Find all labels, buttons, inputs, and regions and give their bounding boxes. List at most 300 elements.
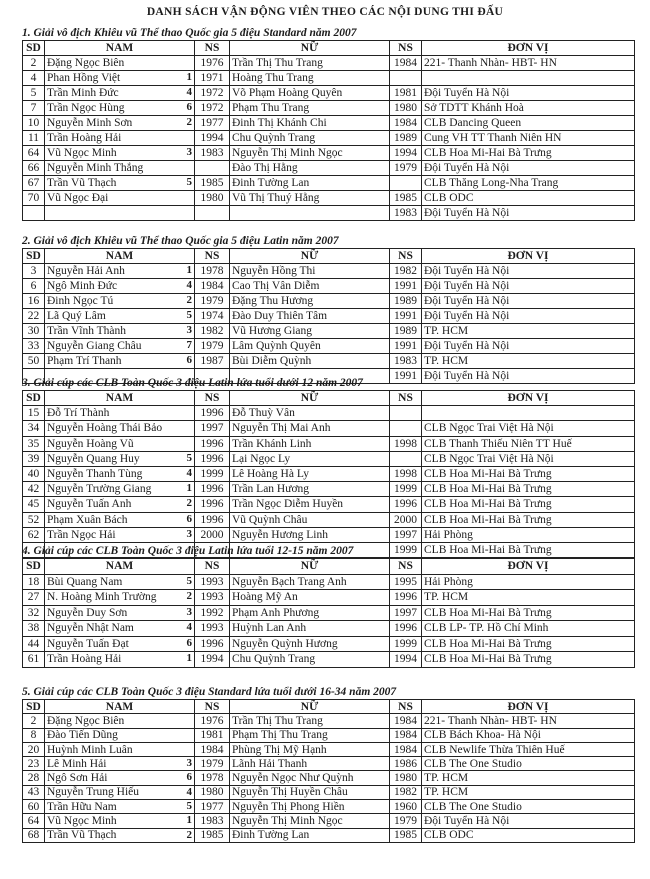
handwritten-rank-mark: 4 xyxy=(186,621,192,633)
male-name: Nguyễn Hoàng Vũ xyxy=(47,437,134,450)
section-title: 3. Giải cúp các CLB Toàn Quốc 3 điệu Latin lứa tuổi dưới 12 năm 2007 xyxy=(22,377,363,389)
table-row xyxy=(23,497,635,512)
cell-unit: Hải Phòng xyxy=(422,574,635,590)
male-name: N. Hoàng Minh Trường xyxy=(47,591,157,604)
table-row xyxy=(23,264,635,279)
cell-male-name xyxy=(45,116,195,131)
section-latin-under-12 xyxy=(22,376,634,558)
header-nu: NỮ xyxy=(230,41,390,56)
male-name: Trần Ngọc Hùng xyxy=(47,102,125,114)
male-name: Lã Quý Lâm xyxy=(47,310,106,322)
cell-female-name: Nguyễn Thị Phong Hiền xyxy=(230,800,390,814)
athlete-table xyxy=(22,40,635,221)
cell-unit: Đội Tuyển Hà Nội xyxy=(422,161,635,176)
cell-male-birth-year: 1984 xyxy=(195,279,230,294)
male-name: Nguyễn Minh Thắng xyxy=(47,162,144,174)
table-row xyxy=(23,785,635,799)
cell-male-name xyxy=(45,590,195,606)
cell-male-name xyxy=(45,176,195,191)
cell-sd: 2 xyxy=(23,714,45,728)
header-ns2: NS xyxy=(390,559,422,575)
cell-unit: CLB The One Studio xyxy=(422,800,635,814)
table-row xyxy=(23,146,635,161)
handwritten-rank-mark: 5 xyxy=(186,309,192,321)
cell-female-birth-year: 1999 xyxy=(390,636,422,652)
male-name: Nguyễn Tuấn Đạt xyxy=(47,637,129,650)
cell-female-name: Phùng Thị Mỹ Hạnh xyxy=(230,742,390,756)
cell-sd: 64 xyxy=(23,146,45,161)
male-name: Ngô Sơn Hải xyxy=(47,772,108,785)
handwritten-rank-mark: 5 xyxy=(186,800,192,813)
cell-male-name xyxy=(45,771,195,785)
cell-female-birth-year: 1991 xyxy=(390,309,422,324)
cell-male-birth-year: 1996 xyxy=(195,482,230,497)
cell-female-birth-year xyxy=(390,406,422,421)
cell-female-name: Trần Lan Hương xyxy=(230,482,390,497)
cell-female-name: Chu Quỳnh Trang xyxy=(230,652,390,668)
cell-sd: 34 xyxy=(23,421,45,436)
cell-unit: Đội Tuyển Hà Nội xyxy=(422,369,635,384)
header-donvi: ĐƠN VỊ xyxy=(422,559,635,575)
cell-female-birth-year: 1986 xyxy=(390,757,422,771)
cell-unit: CLB Hoa Mi-Hai Bà Trưng xyxy=(422,497,635,512)
cell-male-name xyxy=(45,828,195,842)
cell-female-name: Trần Ngọc Diễm Huyền xyxy=(230,497,390,512)
cell-female-birth-year: 1960 xyxy=(390,800,422,814)
cell-male-name xyxy=(45,71,195,86)
cell-male-birth-year: 1996 xyxy=(195,406,230,421)
cell-sd: 40 xyxy=(23,466,45,481)
cell-female-birth-year: 1984 xyxy=(390,714,422,728)
cell-female-birth-year: 1997 xyxy=(390,527,422,542)
table-row xyxy=(23,101,635,116)
table-header-row xyxy=(23,700,635,714)
cell-unit: TP. HCM xyxy=(422,324,635,339)
cell-unit: 221- Thanh Nhàn- HBT- HN xyxy=(422,714,635,728)
cell-female-name: Hoàng Thu Trang xyxy=(230,71,390,86)
cell-unit: CLB Hoa Mi-Hai Bà Trưng xyxy=(422,482,635,497)
male-name: Đặng Ngọc Biên xyxy=(47,57,125,69)
cell-female-birth-year: 1984 xyxy=(390,742,422,756)
cell-female-birth-year: 1994 xyxy=(390,146,422,161)
header-nu: NỮ xyxy=(230,700,390,714)
cell-male-birth-year: 1996 xyxy=(195,451,230,466)
table-header-row xyxy=(23,391,635,406)
cell-unit: Đội Tuyển Hà Nội xyxy=(422,309,635,324)
cell-male-birth-year: 1993 xyxy=(195,590,230,606)
table-row xyxy=(23,436,635,451)
header-sd: SD xyxy=(23,41,45,56)
cell-female-birth-year: 1982 xyxy=(390,264,422,279)
table-row xyxy=(23,176,635,191)
cell-male-name xyxy=(45,728,195,742)
cell-unit: CLB Ngọc Trai Việt Hà Nội xyxy=(422,451,635,466)
male-name: Vũ Ngọc Minh xyxy=(47,147,117,159)
cell-male-birth-year: 1978 xyxy=(195,264,230,279)
cell-female-birth-year: 1998 xyxy=(390,466,422,481)
cell-sd: 52 xyxy=(23,512,45,527)
cell-male-birth-year: 1994 xyxy=(195,131,230,146)
cell-male-name xyxy=(45,131,195,146)
handwritten-rank-mark: 3 xyxy=(186,527,192,540)
cell-sd: 15 xyxy=(23,406,45,421)
male-name: Đào Tiến Dũng xyxy=(47,729,118,742)
cell-male-birth-year: 1985 xyxy=(195,828,230,842)
handwritten-rank-mark: 4 xyxy=(186,279,192,291)
table-row xyxy=(23,206,635,221)
cell-male-name xyxy=(45,512,195,527)
header-sd: SD xyxy=(23,249,45,264)
cell-male-name xyxy=(45,56,195,71)
cell-male-name xyxy=(45,86,195,101)
cell-male-name xyxy=(45,264,195,279)
cell-female-birth-year: 1984 xyxy=(390,116,422,131)
cell-male-name xyxy=(45,466,195,481)
handwritten-rank-mark: 1 xyxy=(186,652,192,664)
header-nam: NAM xyxy=(45,391,195,406)
cell-male-name xyxy=(45,406,195,421)
table-row xyxy=(23,131,635,146)
cell-male-birth-year: 1978 xyxy=(195,771,230,785)
handwritten-rank-mark: 4 xyxy=(186,86,192,98)
cell-male-birth-year: 1992 xyxy=(195,605,230,621)
handwritten-rank-mark: 4 xyxy=(186,466,192,479)
handwritten-rank-mark: 3 xyxy=(186,605,192,618)
cell-male-name xyxy=(45,757,195,771)
table-row xyxy=(23,309,635,324)
cell-male-birth-year: 1994 xyxy=(195,652,230,668)
table-row xyxy=(23,421,635,436)
cell-male-birth-year: 1980 xyxy=(195,191,230,206)
cell-female-name: Trần Thị Thu Trang xyxy=(230,714,390,728)
header-sd: SD xyxy=(23,700,45,714)
athlete-table xyxy=(22,558,635,668)
cell-unit: TP. HCM xyxy=(422,354,635,369)
table-row xyxy=(23,339,635,354)
cell-male-birth-year: 1980 xyxy=(195,785,230,799)
cell-female-name: Huỳnh Lan Anh xyxy=(230,621,390,637)
cell-male-name xyxy=(45,161,195,176)
cell-female-birth-year: 1991 xyxy=(390,369,422,384)
cell-sd: 23 xyxy=(23,757,45,771)
header-ns: NS xyxy=(195,559,230,575)
male-name: Trần Vũ Thạch xyxy=(47,829,117,842)
table-row xyxy=(23,590,635,606)
cell-sd: 4 xyxy=(23,71,45,86)
cell-unit: CLB ODC xyxy=(422,828,635,842)
table-row xyxy=(23,800,635,814)
cell-female-birth-year: 1979 xyxy=(390,814,422,828)
male-name: Nguyễn Giang Châu xyxy=(47,340,142,352)
cell-female-birth-year: 1998 xyxy=(390,436,422,451)
cell-male-birth-year: 1977 xyxy=(195,800,230,814)
cell-unit: CLB Thăng Long-Nha Trang xyxy=(422,176,635,191)
cell-unit: 221- Thanh Nhàn- HBT- HN xyxy=(422,56,635,71)
cell-sd xyxy=(23,206,45,221)
header-ns: NS xyxy=(195,391,230,406)
header-ns2: NS xyxy=(390,391,422,406)
cell-sd: 33 xyxy=(23,339,45,354)
male-name: Nguyễn Nhật Nam xyxy=(47,622,134,635)
handwritten-rank-mark: 5 xyxy=(186,176,192,188)
table-header-row xyxy=(23,559,635,575)
table-row xyxy=(23,482,635,497)
cell-female-name: Chu Quỳnh Trang xyxy=(230,131,390,146)
cell-sd: 32 xyxy=(23,605,45,621)
male-name: Đỗ Trí Thành xyxy=(47,407,110,420)
cell-female-birth-year: 1984 xyxy=(390,728,422,742)
cell-female-name: Lê Hoàng Hà Ly xyxy=(230,466,390,481)
cell-male-birth-year: 1972 xyxy=(195,86,230,101)
cell-female-name: Trần Khánh Linh xyxy=(230,436,390,451)
handwritten-rank-mark: 2 xyxy=(186,590,192,602)
male-name: Ngô Minh Đức xyxy=(47,280,118,292)
cell-female-birth-year: 1989 xyxy=(390,294,422,309)
cell-unit: CLB LP- TP. Hồ Chí Minh xyxy=(422,621,635,637)
cell-sd: 30 xyxy=(23,324,45,339)
cell-female-birth-year: 1983 xyxy=(390,354,422,369)
cell-female-name: Bùi Diễm Quỳnh xyxy=(230,354,390,369)
cell-female-name: Nguyễn Thị Minh Ngọc xyxy=(230,146,390,161)
cell-female-birth-year: 1981 xyxy=(390,86,422,101)
cell-sd: 20 xyxy=(23,742,45,756)
male-name: Phạm Xuân Bách xyxy=(47,513,128,526)
cell-male-name xyxy=(45,814,195,828)
table-row xyxy=(23,621,635,637)
cell-unit: Sở TDTT Khánh Hoà xyxy=(422,101,635,116)
table-row xyxy=(23,742,635,756)
table-row xyxy=(23,636,635,652)
page-title: DANH SÁCH VẬN ĐỘNG VIÊN THEO CÁC NỘI DUNG THI ĐẤU xyxy=(146,6,504,18)
male-name: Trần Hoàng Hải xyxy=(47,132,122,144)
male-name: Phan Hồng Việt xyxy=(47,72,121,84)
cell-male-birth-year: 1972 xyxy=(195,101,230,116)
cell-sd: 43 xyxy=(23,785,45,799)
cell-sd: 62 xyxy=(23,527,45,542)
header-nam: NAM xyxy=(45,41,195,56)
cell-male-birth-year: 1977 xyxy=(195,116,230,131)
table-row xyxy=(23,728,635,742)
table-row xyxy=(23,116,635,131)
header-ns2: NS xyxy=(390,249,422,264)
handwritten-rank-mark: 5 xyxy=(186,451,192,464)
cell-male-birth-year xyxy=(195,161,230,176)
cell-female-birth-year xyxy=(390,421,422,436)
cell-female-name: Phạm Thị Thu Trang xyxy=(230,728,390,742)
cell-male-name xyxy=(45,451,195,466)
cell-female-name: Lãnh Hải Thanh xyxy=(230,757,390,771)
table-row xyxy=(23,574,635,590)
cell-male-name xyxy=(45,206,195,221)
handwritten-rank-mark: 3 xyxy=(186,324,192,336)
cell-male-birth-year: 1999 xyxy=(195,466,230,481)
section-standard-16-34 xyxy=(22,685,634,843)
cell-sd: 6 xyxy=(23,279,45,294)
male-name: Vũ Ngọc Minh xyxy=(47,815,117,828)
male-name: Trần Minh Đức xyxy=(47,87,119,99)
cell-unit: CLB Hoa Mi-Hai Bà Trưng xyxy=(422,652,635,668)
cell-sd: 50 xyxy=(23,354,45,369)
cell-male-birth-year: 2000 xyxy=(195,527,230,542)
male-name: Nguyễn Trung Hiếu xyxy=(47,786,140,799)
header-donvi: ĐƠN VỊ xyxy=(422,700,635,714)
cell-female-name: Lâm Quỳnh Quyên xyxy=(230,339,390,354)
cell-male-birth-year: 1996 xyxy=(195,636,230,652)
cell-sd: 2 xyxy=(23,56,45,71)
cell-female-birth-year xyxy=(390,176,422,191)
cell-female-name: Hoàng Mỹ An xyxy=(230,590,390,606)
header-nu: NỮ xyxy=(230,559,390,575)
handwritten-rank-mark: 6 xyxy=(186,512,192,525)
cell-female-birth-year: 2000 xyxy=(390,512,422,527)
cell-male-name xyxy=(45,324,195,339)
male-name: Nguyễn Hoàng Thái Bảo xyxy=(47,422,163,435)
cell-female-name: Nguyễn Ngọc Như Quỳnh xyxy=(230,771,390,785)
header-nam: NAM xyxy=(45,559,195,575)
cell-unit: Đội Tuyển Hà Nội xyxy=(422,264,635,279)
cell-sd: 60 xyxy=(23,800,45,814)
table-row xyxy=(23,605,635,621)
cell-unit: CLB Ngọc Trai Việt Hà Nội xyxy=(422,421,635,436)
cell-unit: CLB The One Studio xyxy=(422,757,635,771)
table-row xyxy=(23,757,635,771)
cell-unit: CLB Thanh Thiếu Niên TT Huế xyxy=(422,436,635,451)
cell-female-name: Nguyễn Thị Minh Ngọc xyxy=(230,814,390,828)
cell-sd: 7 xyxy=(23,101,45,116)
handwritten-rank-mark: 2 xyxy=(186,294,192,306)
athlete-table xyxy=(22,390,635,558)
cell-female-name: Phạm Anh Phương xyxy=(230,605,390,621)
section-title: 5. Giải cúp các CLB Toàn Quốc 3 điệu Standard lứa tuổi dưới 16-34 năm 2007 xyxy=(22,686,397,698)
cell-sd: 61 xyxy=(23,652,45,668)
cell-female-birth-year: 1989 xyxy=(390,324,422,339)
cell-female-birth-year: 1994 xyxy=(390,652,422,668)
cell-male-name xyxy=(45,742,195,756)
cell-female-birth-year: 1985 xyxy=(390,828,422,842)
table-row xyxy=(23,354,635,369)
cell-unit xyxy=(422,71,635,86)
cell-unit: CLB Hoa Mi-Hai Bà Trưng xyxy=(422,512,635,527)
cell-female-name: Đinh Tường Lan xyxy=(230,176,390,191)
cell-male-birth-year: 1985 xyxy=(195,176,230,191)
cell-sd: 68 xyxy=(23,828,45,842)
cell-unit: Cung VH TT Thanh Niên HN xyxy=(422,131,635,146)
male-name: Nguyễn Duy Sơn xyxy=(47,606,128,619)
cell-male-birth-year: 1976 xyxy=(195,714,230,728)
cell-male-birth-year: 1993 xyxy=(195,621,230,637)
cell-sd: 39 xyxy=(23,451,45,466)
cell-male-name xyxy=(45,497,195,512)
cell-female-birth-year: 1979 xyxy=(390,161,422,176)
table-row xyxy=(23,279,635,294)
cell-unit: CLB Hoa Mi-Hai Bà Trưng xyxy=(422,146,635,161)
cell-male-birth-year: 1996 xyxy=(195,436,230,451)
handwritten-rank-mark: 3 xyxy=(186,146,192,158)
cell-unit: CLB Bách Khoa- Hà Nội xyxy=(422,728,635,742)
male-name: Nguyễn Quang Huy xyxy=(47,452,140,465)
cell-unit: Đội Tuyển Hà Nội xyxy=(422,814,635,828)
handwritten-rank-mark: 5 xyxy=(186,574,192,587)
cell-female-birth-year xyxy=(390,451,422,466)
cell-female-name: Nguyễn Hồng Thi xyxy=(230,264,390,279)
cell-female-name: Đặng Thu Hương xyxy=(230,294,390,309)
male-name: Vũ Ngọc Đại xyxy=(47,192,109,204)
cell-sd: 28 xyxy=(23,771,45,785)
handwritten-rank-mark: 2 xyxy=(186,828,192,841)
male-name: Trần Ngọc Hải xyxy=(47,528,116,541)
handwritten-rank-mark: 2 xyxy=(186,116,192,128)
cell-female-name: Cao Thị Vân Diễm xyxy=(230,279,390,294)
cell-male-name xyxy=(45,339,195,354)
header-donvi: ĐƠN VỊ xyxy=(422,41,635,56)
cell-unit: Đội Tuyển Hà Nội xyxy=(422,294,635,309)
table-row xyxy=(23,56,635,71)
handwritten-rank-mark: 7 xyxy=(186,339,192,351)
cell-female-name: Nguyễn Thị Mai Anh xyxy=(230,421,390,436)
cell-male-birth-year: 1974 xyxy=(195,309,230,324)
header-nu: NỮ xyxy=(230,391,390,406)
cell-female-name: Đinh Tường Lan xyxy=(230,828,390,842)
cell-male-name xyxy=(45,527,195,542)
header-sd: SD xyxy=(23,559,45,575)
section-title: 1. Giải vô địch Khiêu vũ Thể thao Quốc gia 5 điệu Standard năm 2007 xyxy=(22,27,357,39)
cell-female-name xyxy=(230,206,390,221)
table-row xyxy=(23,652,635,668)
male-name: Trần Hoàng Hải xyxy=(47,653,122,666)
male-name: Nguyễn Trường Giang xyxy=(47,483,152,496)
cell-unit: CLB Hoa Mi-Hai Bà Trưng xyxy=(422,542,635,557)
cell-unit: CLB Hoa Mi-Hai Bà Trưng xyxy=(422,636,635,652)
cell-male-name xyxy=(45,309,195,324)
table-row xyxy=(23,406,635,421)
male-name: Trần Hữu Nam xyxy=(47,800,117,813)
table-row xyxy=(23,771,635,785)
cell-female-birth-year: 1985 xyxy=(390,191,422,206)
header-sd: SD xyxy=(23,391,45,406)
cell-female-name: Nguyễn Thị Huyền Châu xyxy=(230,785,390,799)
cell-unit: Hải Phòng xyxy=(422,527,635,542)
male-name: Đinh Ngọc Tú xyxy=(47,295,114,307)
cell-female-name: Trần Thị Thu Trang xyxy=(230,56,390,71)
cell-sd: 11 xyxy=(23,131,45,146)
cell-male-name xyxy=(45,714,195,728)
cell-male-name xyxy=(45,101,195,116)
table-row xyxy=(23,451,635,466)
table-row xyxy=(23,466,635,481)
cell-sd: 44 xyxy=(23,636,45,652)
male-name: Lê Minh Hải xyxy=(47,757,107,770)
cell-male-name xyxy=(45,574,195,590)
cell-female-birth-year: 1995 xyxy=(390,574,422,590)
cell-male-birth-year: 1996 xyxy=(195,497,230,512)
male-name: Trần Vĩnh Thành xyxy=(47,325,127,337)
header-nam: NAM xyxy=(45,249,195,264)
cell-male-name xyxy=(45,146,195,161)
header-nam: NAM xyxy=(45,700,195,714)
male-name: Phạm Trí Thanh xyxy=(47,355,122,367)
table-row xyxy=(23,828,635,842)
section-latin-12-15 xyxy=(22,544,634,668)
cell-female-name: Đào Thị Hằng xyxy=(230,161,390,176)
cell-female-name: Võ Phạm Hoàng Quyên xyxy=(230,86,390,101)
header-ns2: NS xyxy=(390,700,422,714)
cell-male-name xyxy=(45,652,195,668)
header-ns: NS xyxy=(195,700,230,714)
athlete-table xyxy=(22,248,635,384)
cell-male-name xyxy=(45,421,195,436)
table-row xyxy=(23,294,635,309)
cell-female-name: Đinh Thị Khánh Chi xyxy=(230,116,390,131)
